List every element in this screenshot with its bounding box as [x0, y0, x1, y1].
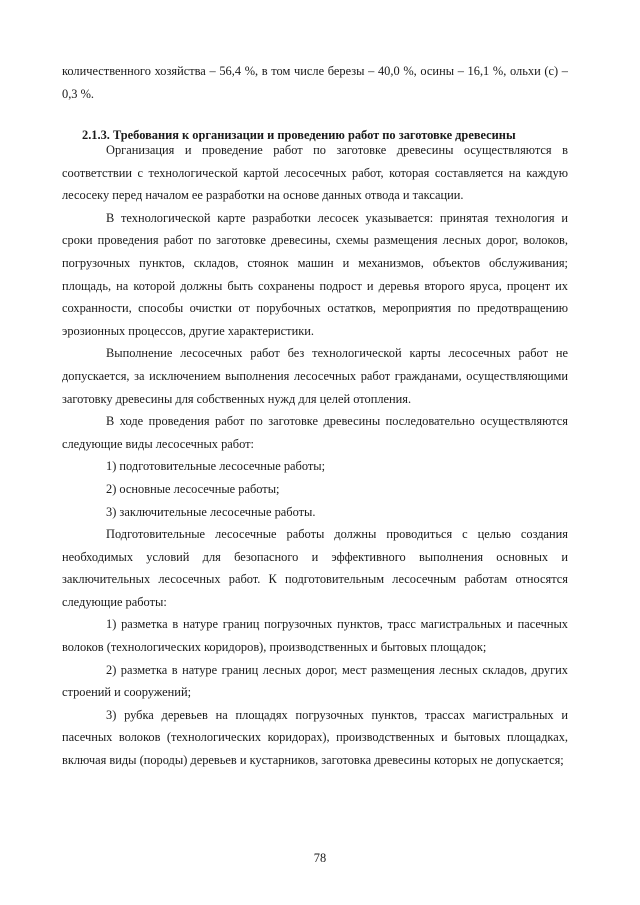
list-item: 2) разметка в натуре границ лесных дорог, мест размещения лесных складов, других строений и сооружений;: [62, 662, 568, 700]
continuation-paragraph: количественного хозяйства – 56,4 %, в том числе березы – 40,0 %, осины – 16,1 %, ольхи (с) – 0,3 %.: [62, 64, 568, 101]
paragraph: Подготовительные лесосечные работы должны проводиться с целью создания необходимых условий для безопасного и эффективного выполнения основных и заключительных лесосечных работ. К подготовительным лесосечным работам относятся следующие работы:: [62, 527, 568, 609]
paragraph: В технологической карте разработки лесосек указывается: принятая технология и сроки проведения работ по заготовке древесины, схемы размещения лесных дорог, волоков, погрузочных пунктов, складов, стоянок машин и механизмов, объектов обслуживания; площадь, на которой должны быть сохранены подрост и деревья второго яруса, процент их сохранности, способы очистки от порубочных остатков, мероприятия по предотвращению эрозионных процессов, другие характеристики.: [62, 210, 568, 338]
list-item: 2) основные лесосечные работы;: [106, 481, 280, 496]
section-heading: 2.1.3. Требования к организации и проведению работ по заготовке древесины: [82, 128, 516, 142]
paragraph: В ходе проведения работ по заготовке древесины последовательно осуществляются следующие виды лесосечных работ:: [62, 414, 568, 451]
list-item: 1) подготовительные лесосечные работы;: [106, 459, 326, 474]
paragraph: Организация и проведение работ по заготовке древесины осуществляются в соответствии с технологической картой лесосечных работ, которая составляется на каждую лесосеку перед началом ее разработки на основе данных отвода и таксации.: [62, 143, 568, 203]
list-item: 1) разметка в натуре границ погрузочных пунктов, трасс магистральных и пасечных волоков (технологических коридоров), производственных и бытовых площадок;: [62, 617, 568, 655]
list-item: 3) рубка деревьев на площадях погрузочных пунктов, трассах магистральных и пасечных волоков (технологических коридорах), производственных и бытовых площадках, включая виды (породы) деревьев и кустарников, заготовка древесины которых не допускается;: [62, 707, 568, 768]
page-number: 78: [313, 851, 327, 865]
paragraph: Выполнение лесосечных работ без технологической карты лесосечных работ не допускается, за исключением выполнения лесосечных работ гражданами, осуществляющими заготовку древесины для собственных нужд для целей отопления.: [62, 346, 568, 406]
continuation-text-block: [62, 60, 568, 105]
list-item: 3) заключительные лесосечные работы.: [106, 504, 316, 519]
body-text: [62, 139, 568, 772]
